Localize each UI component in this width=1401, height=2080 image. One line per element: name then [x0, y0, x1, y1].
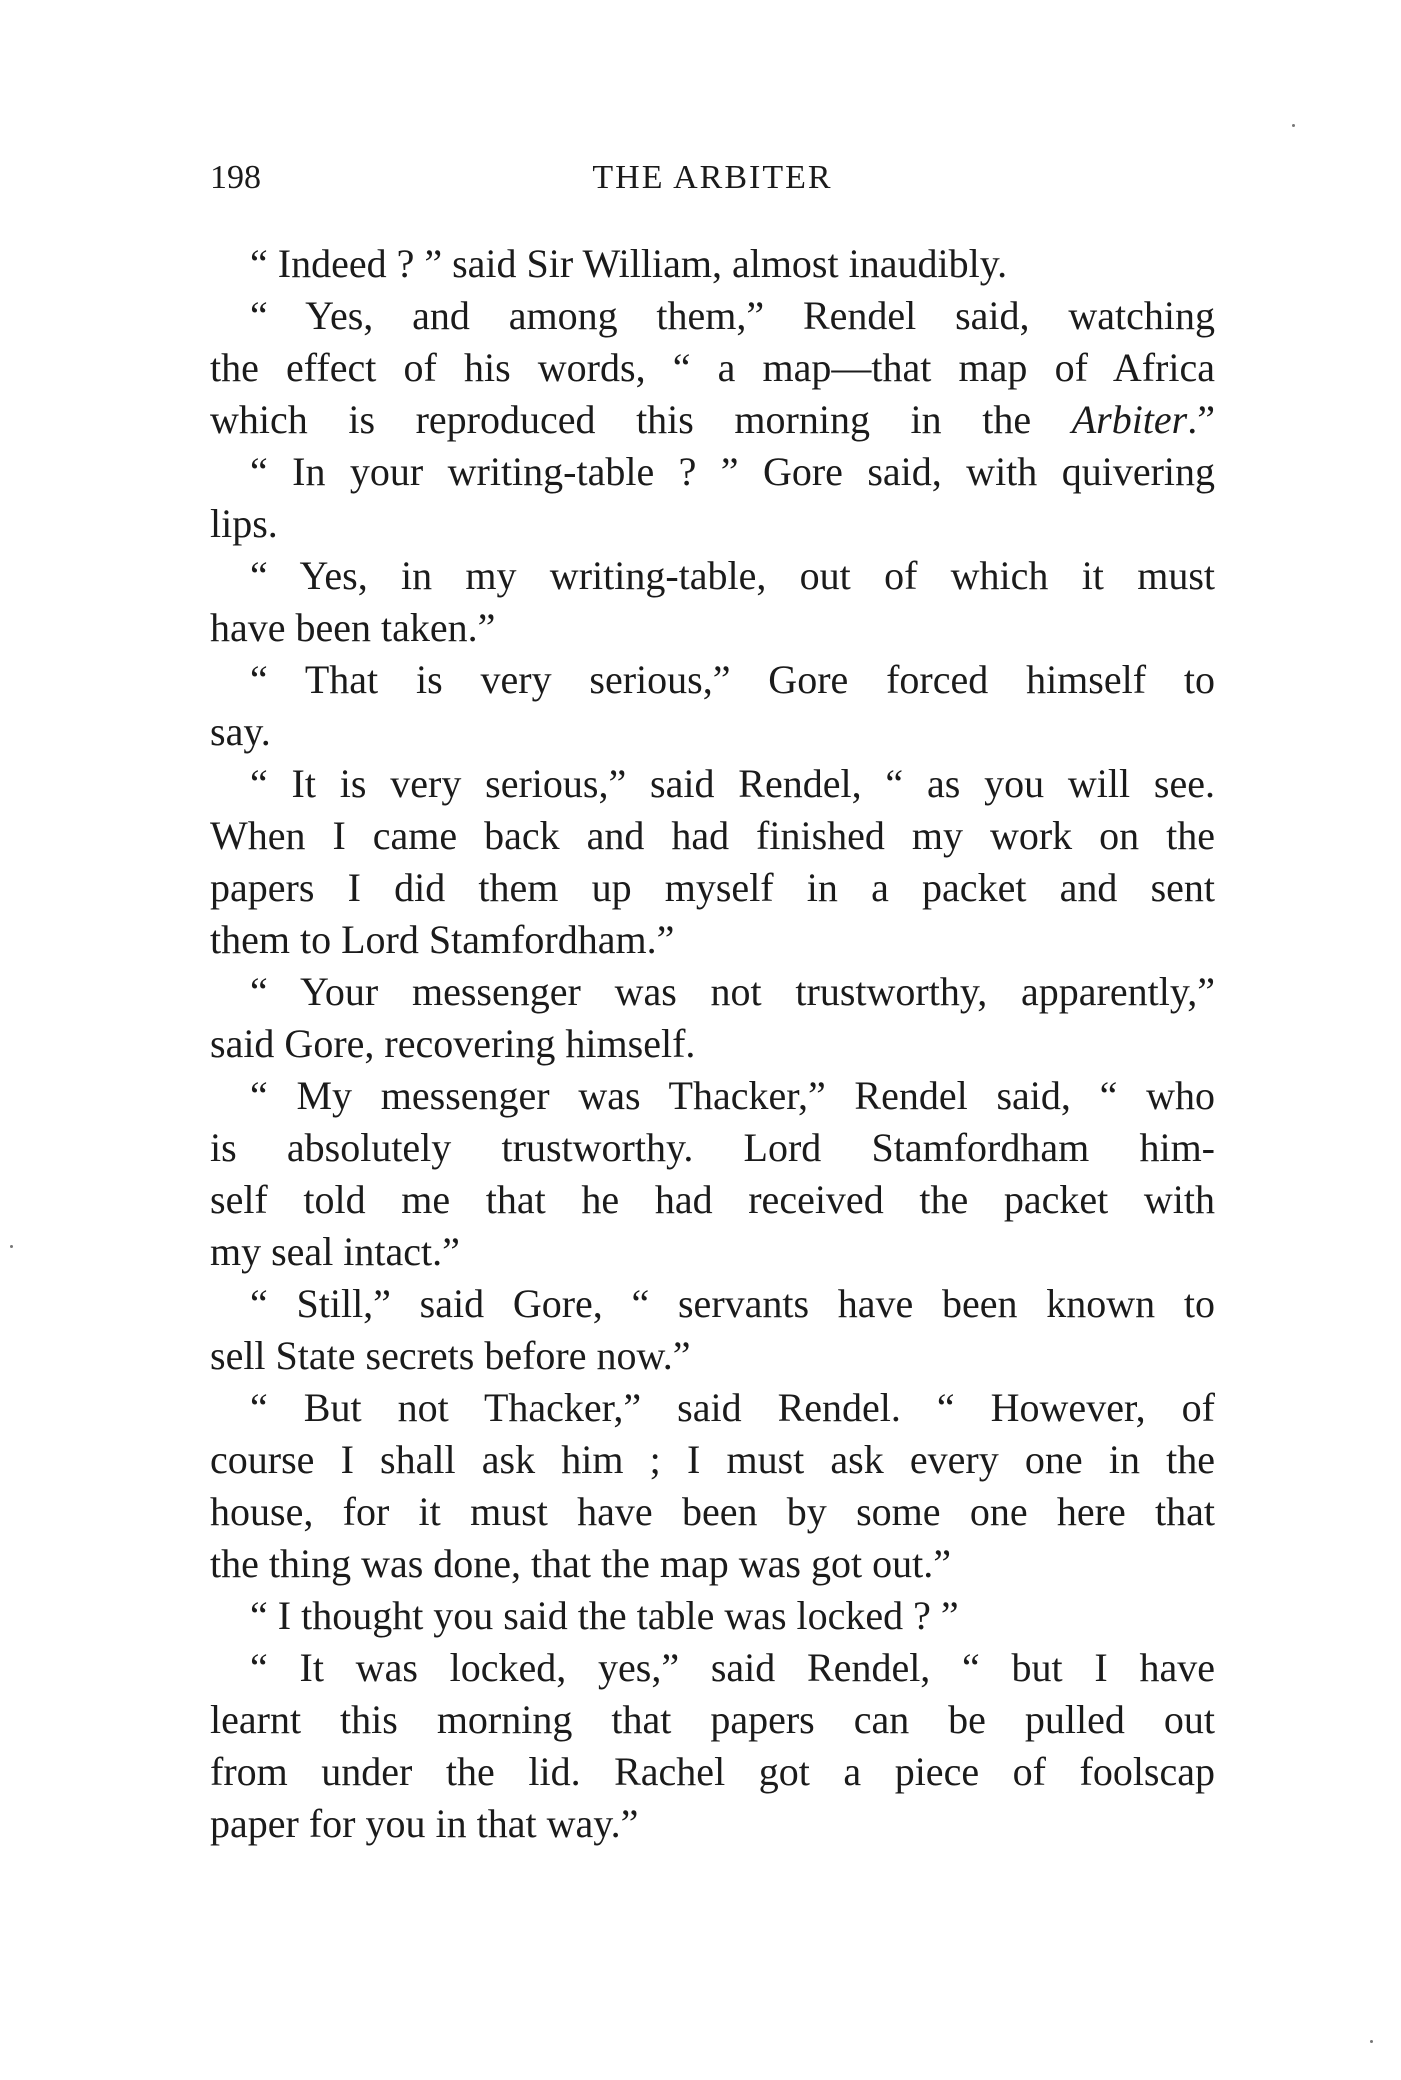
- text-line: lips.: [210, 501, 278, 546]
- text-line: “ Yes, in my writing-table, out of which it must: [250, 553, 1215, 598]
- text-line-with-italic: [210, 394, 1215, 446]
- paper-speck: [10, 1245, 13, 1248]
- text-line: them to Lord Stamfordham.”: [210, 917, 675, 962]
- text-line: papers I did them up myself in a packet and sent: [210, 865, 1215, 910]
- text-line: “ Indeed ? ” said Sir William, almost inaudibly.: [250, 241, 1008, 286]
- text-line: “ But not Thacker,” said Rendel. “ However, of: [250, 1385, 1215, 1430]
- text-line: said Gore, recovering himself.: [210, 1021, 696, 1066]
- text-line: have been taken.”: [210, 605, 496, 650]
- text-line: the effect of his words, “ a map—that map of Africa: [210, 345, 1215, 390]
- text-line: paper for you in that way.”: [210, 1801, 639, 1846]
- text-line: self told me that he had received the packet with: [210, 1177, 1215, 1222]
- text-line: “ My messenger was Thacker,” Rendel said, “ who: [250, 1073, 1215, 1118]
- text-line: say.: [210, 709, 271, 754]
- text-line-segment: .”: [1187, 397, 1215, 442]
- paper-speck: [1370, 2040, 1373, 2043]
- text-line: is absolutely trustworthy. Lord Stamfordham him-: [210, 1125, 1215, 1170]
- text-line: “ I thought you said the table was locked ? ”: [250, 1593, 959, 1638]
- page-header: [210, 148, 1215, 208]
- body-text: [210, 238, 1215, 1850]
- paper-speck: [1292, 124, 1295, 127]
- text-line: “ Yes, and among them,” Rendel said, watching: [250, 293, 1215, 338]
- text-line: “ It was locked, yes,” said Rendel, “ but I have: [250, 1645, 1215, 1690]
- text-line: “ In your writing-table ? ” Gore said, with quivering: [250, 449, 1215, 494]
- text-line: course I shall ask him ; I must ask every one in the: [210, 1437, 1215, 1482]
- text-line: house, for it must have been by some one here that: [210, 1489, 1215, 1534]
- italic-title: Arbiter: [1071, 397, 1188, 442]
- running-title: THE ARBITER: [592, 159, 833, 196]
- page-number: 198: [210, 159, 261, 196]
- text-line: learnt this morning that papers can be pulled out: [210, 1697, 1215, 1742]
- text-line: “ Still,” said Gore, “ servants have been known to: [250, 1281, 1215, 1326]
- text-line: When I came back and had finished my work on the: [210, 813, 1215, 858]
- text-line: sell State secrets before now.”: [210, 1333, 691, 1378]
- text-line: my seal intact.”: [210, 1229, 460, 1274]
- text-line: “ It is very serious,” said Rendel, “ as you will see.: [250, 761, 1215, 806]
- text-line-segment: which is reproduced this morning in the: [210, 397, 1072, 442]
- text-line: “ Your messenger was not trustworthy, apparently,”: [250, 969, 1215, 1014]
- text-line: from under the lid. Rachel got a piece of foolscap: [210, 1749, 1215, 1794]
- text-line: “ That is very serious,” Gore forced himself to: [250, 657, 1215, 702]
- text-line: the thing was done, that the map was got out.”: [210, 1541, 951, 1586]
